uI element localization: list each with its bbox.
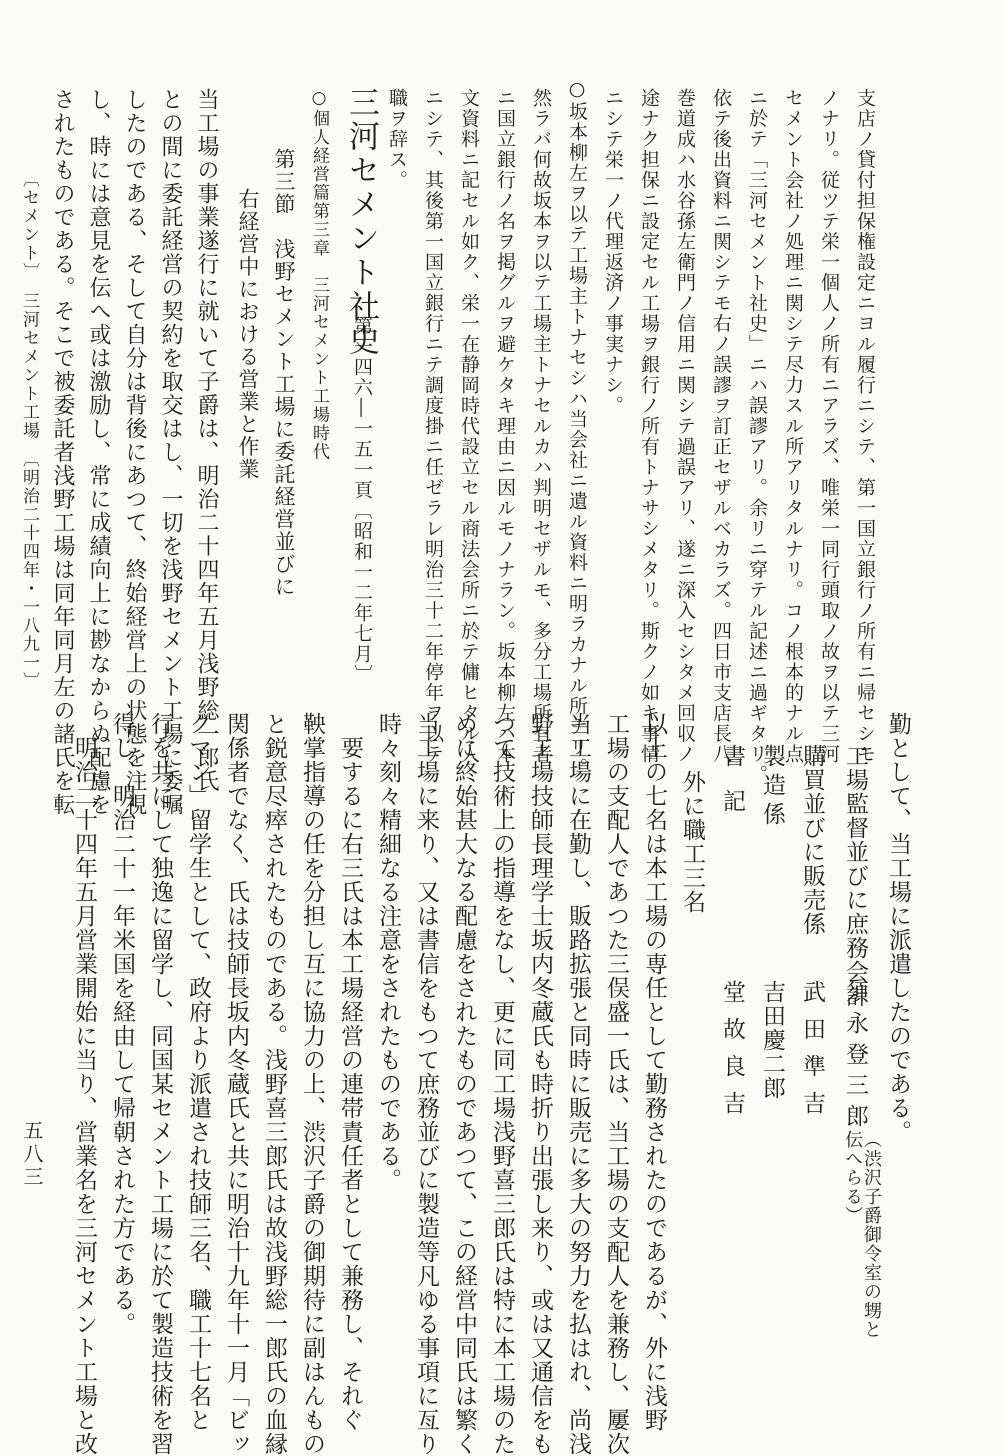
annotation-line: 文資料ニ記セル如ク、栄一在静岡時代設立セル商法会所ニ於テ傭ヒタル人 <box>458 88 480 765</box>
annotation-line: セメント会社ノ処理ニ関シテ尽力スル所アリタルナリ。コノ根本的ナル点 <box>782 88 804 765</box>
body-line: との間に委託経営の契約を取交はし、一切を浅野セメント工場に委嘱 <box>158 88 183 817</box>
annotation-line: 職ヲ辞ス。 <box>386 88 408 191</box>
annotation-line: 依テ後出資料ニ関シテモ右ノ誤謬ヲ訂正セザルベカラズ。四日市支店長八 <box>710 88 732 765</box>
body-line: したのである、そして自分は背後にあつて、終始経営上の状態を注視 <box>122 88 147 817</box>
staff-role: 工場監督並びに庶務会計 <box>842 744 868 1008</box>
body-line: 当工場に在勤し、販路拡張と同時に販売に多大の努力を払はれ、尚浅 <box>565 712 591 1456</box>
body-line: し、時には意見を伝へ或は激励し、常に成績向上に尠なからぬ配慮を <box>86 88 111 817</box>
body-line: 行を共にして独逸に留学し、同国某セメント工場に於て製造技術を習 <box>147 712 173 1456</box>
annotation-line: 巻道成ハ水谷孫左衛門ノ信用ニ関シテ過誤アリ、遂ニ深入セシタメ回収ノ <box>674 88 696 765</box>
section-heading-continued: 右経営中における営業と作業 <box>236 188 260 481</box>
body-line: 以上の七名は本工場の専任として勤務されたのであるが、外に浅野 <box>641 712 667 1432</box>
body-line: 工場の支配人であつた三俣盛一氏は、当工場の支配人を兼務し、屢次 <box>603 712 629 1456</box>
running-header-tag: 〔セメント〕 <box>19 170 39 281</box>
body-line: と鋭意尽瘁されたものである。浅野喜三郎氏は故浅野総一郎氏の血縁 <box>261 712 287 1456</box>
annotation-line: ノナリ。従ツテ栄一個人ノ所有ニアラズ、唯栄一同行頭取ノ故ヲ以テ三河 <box>818 88 840 765</box>
annotation-line: ニ国立銀行ノ名ヲ掲グルヲ避ケタキ理由ニ因ルモノナラン。坂本柳左ハ本 <box>494 88 516 765</box>
annotation-line: ニシテ栄一ノ代理返済ノ事実ナシ。 <box>602 88 624 416</box>
staff-name: 吉田慶二郎 <box>759 980 785 1100</box>
annotation-line: ニシテ、其後第一国立銀行ニテ調度掛ニ任ゼラレ明治三十二年停年ヲ以テ <box>422 88 444 765</box>
source-subtitle: ○個人経営篇第三章 三河セメント工場時代 <box>309 88 329 461</box>
section-heading: 第三節 浅野セメント工場に委託経営並びに <box>272 148 296 598</box>
annotation-line: ニ於テ「三河セメント社史」ニハ誤謬アリ。余リニ穿テル記述ニ過ギタリ。 <box>746 88 768 785</box>
staff-name: 堂故良吉 <box>719 980 745 1128</box>
staff-role: 購買並びに販売係 <box>799 744 825 936</box>
annotation-line: ○坂本柳左ヲ以テ工場主トナセシハ当会社ニ遺ル資料ニ明ラカナル所ナリ。 <box>566 78 588 778</box>
annotation-line: 然ラバ何故坂本ヲ以テ工場主トナセルカハ判明セザルモ、多分工場所有者 <box>530 88 552 765</box>
body-line: 時々刻々精細なる注意をされたものである。 <box>375 712 401 1192</box>
source-title: 三河セメント社史 <box>343 86 379 358</box>
lead-line: 勤として、当工場に派遣したのである。 <box>885 712 911 1144</box>
body-line: 当工場に来り、又は書信をもつて庶務並びに製造等凡ゆる事項に亙り <box>413 712 439 1456</box>
source-citation: 第一四六―一五一頁〔昭和一二年七月〕 <box>351 316 373 685</box>
page-number: 五八三 <box>20 1120 44 1189</box>
body-line: 関係者でなく、氏は技師長坂内冬蔵氏と共に明治十九年十一月「ビッ <box>223 712 249 1456</box>
body-line: されたものである。そこで被委託者浅野工場は同年同月左の諸氏を転 <box>50 88 75 817</box>
annotation-line: 途ナク担保ニ設定セル工場ヲ銀行ノ所有トナサシメタリ。斯クノ如キ事情 <box>638 88 660 765</box>
staff-role: 製造係 <box>759 744 785 831</box>
body-line: 当工場の事業遂行に就いて子爵は、明治二十四年五月浅野総一郎氏 <box>194 88 219 793</box>
body-line: めに終始甚大なる配慮をされたものであつて、この経営中同氏は繁く <box>451 712 477 1456</box>
staff-note: （渋沢子爵御令室の甥と伝へらる） <box>842 1130 882 1339</box>
annotation-line: 支店ノ貸付担保権設定ニヨル履行ニシテ、第一国立銀行ノ所有ニ帰セシモ <box>854 88 876 765</box>
body-line: 野工場技師長理学士坂内冬蔵氏も時折り出張し来り、或は又通信をも <box>527 712 553 1456</box>
body-line: 得し、明治二十一年米国を経由して帰朝された方である。 <box>109 712 135 1336</box>
body-line: 鞅掌指導の任を分担し互に協力の上、渋沢子爵の御期待に副はんもの <box>299 712 325 1456</box>
body-line: 明治二十四年五月営業開始に当り、営業名を三河セメント工場と改 <box>71 736 97 1456</box>
staff-name: 須永登三郎 <box>842 980 868 1135</box>
staff-role: 書記 <box>719 744 745 834</box>
body-line: 要するに右三氏は本工場経営の連帯責任者として兼務し、それぐ <box>337 736 363 1432</box>
body-line: クマン」留学生として、政府より派遣され技師三名、職工十七名と <box>185 712 211 1432</box>
workers-line: 外に職工三名 <box>679 770 705 914</box>
body-line: つて技術上の指導をなし、更に同工場浅野喜三郎氏は特に本工場のた <box>489 712 515 1456</box>
running-header-title: 三河セメント工場 〔明治二十四年・一八九一〕 <box>19 292 39 691</box>
staff-name: 武田準吉 <box>799 980 825 1128</box>
